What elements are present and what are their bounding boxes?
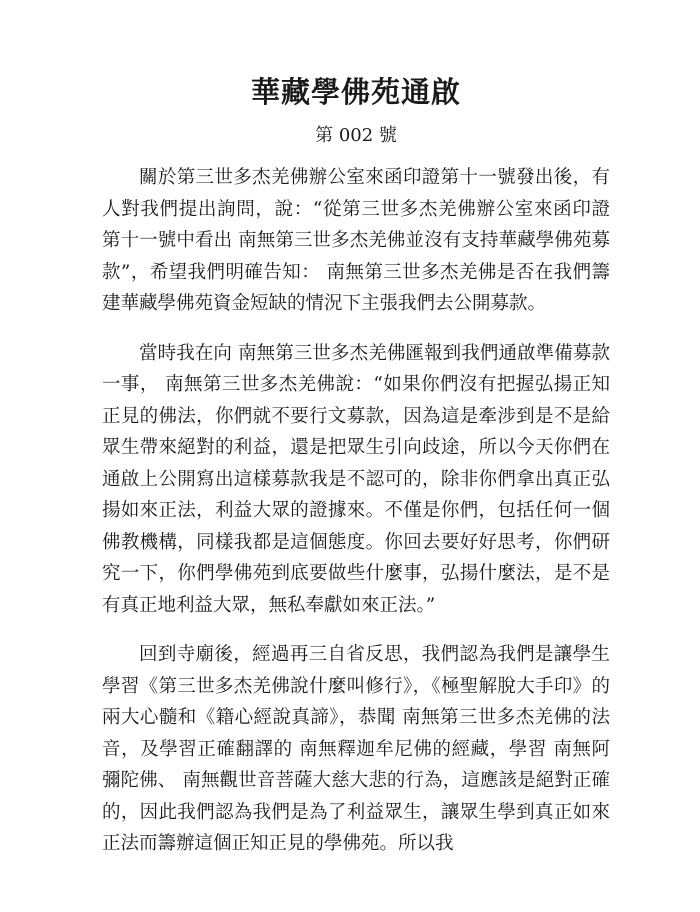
issue-number: 第 002 號 xyxy=(315,125,397,146)
paragraph-1: 關於第三世多杰羌佛辦公室來函印證第十一號發出後，有人對我們提出詢問，說：“從第三世多杰羌佛辦公室來函印證第十一號中看出 南無第三世多杰羌佛並沒有支持華藏學佛苑募款”，希望我們明確告知： 南無第三世多杰羌佛是否在我們籌建華藏學佛苑資金短缺的情況下主張我們去公開募款。 xyxy=(102,167,610,314)
paragraph-2: 當時我在向 南無第三世多杰羌佛匯報到我們通啟準備募款一事， 南無第三世多杰羌佛說：“如果你們沒有把握弘揚正知正見的佛法，你們就不要行文募款，因為這是牽涉到是不是給眾生帶來絕對的利益，還是把眾生引向歧途，所以今天你們在通啟上公開寫出這樣募款我是不認可的，除非你們拿出真正弘揚如來正法，利益大眾的證據來。不僅是你們，包括任何一個佛教機構，同樣我都是這個態度。你回去要好好思考，你們研究一下，你們學佛苑到底要做些什麼事，弘揚什麼法，是不是有真正地利益大眾，無私奉獻如來正法。” xyxy=(102,342,610,616)
document-title: 華藏學佛苑通啟 xyxy=(250,75,461,109)
paragraph-3: 回到寺廟後，經過再三自省反思，我們認為我們是讓學生學習《第三世多杰羌佛說什麼叫修行》，《極聖解脫大手印》的兩大心髓和《籍心經說真諦》，恭聞 南無第三世多杰羌佛的法音，及學習正確翻譯的 南無釋迦牟尼佛的經藏，學習 南無阿彌陀佛、 南無觀世音菩薩大慈大悲的行為，這應該是絕對正確的，因此我們認為我們是為了利益眾生，讓眾生學到真正如來正法而籌辦這個正知正見的學佛苑。所以我 xyxy=(102,644,610,854)
